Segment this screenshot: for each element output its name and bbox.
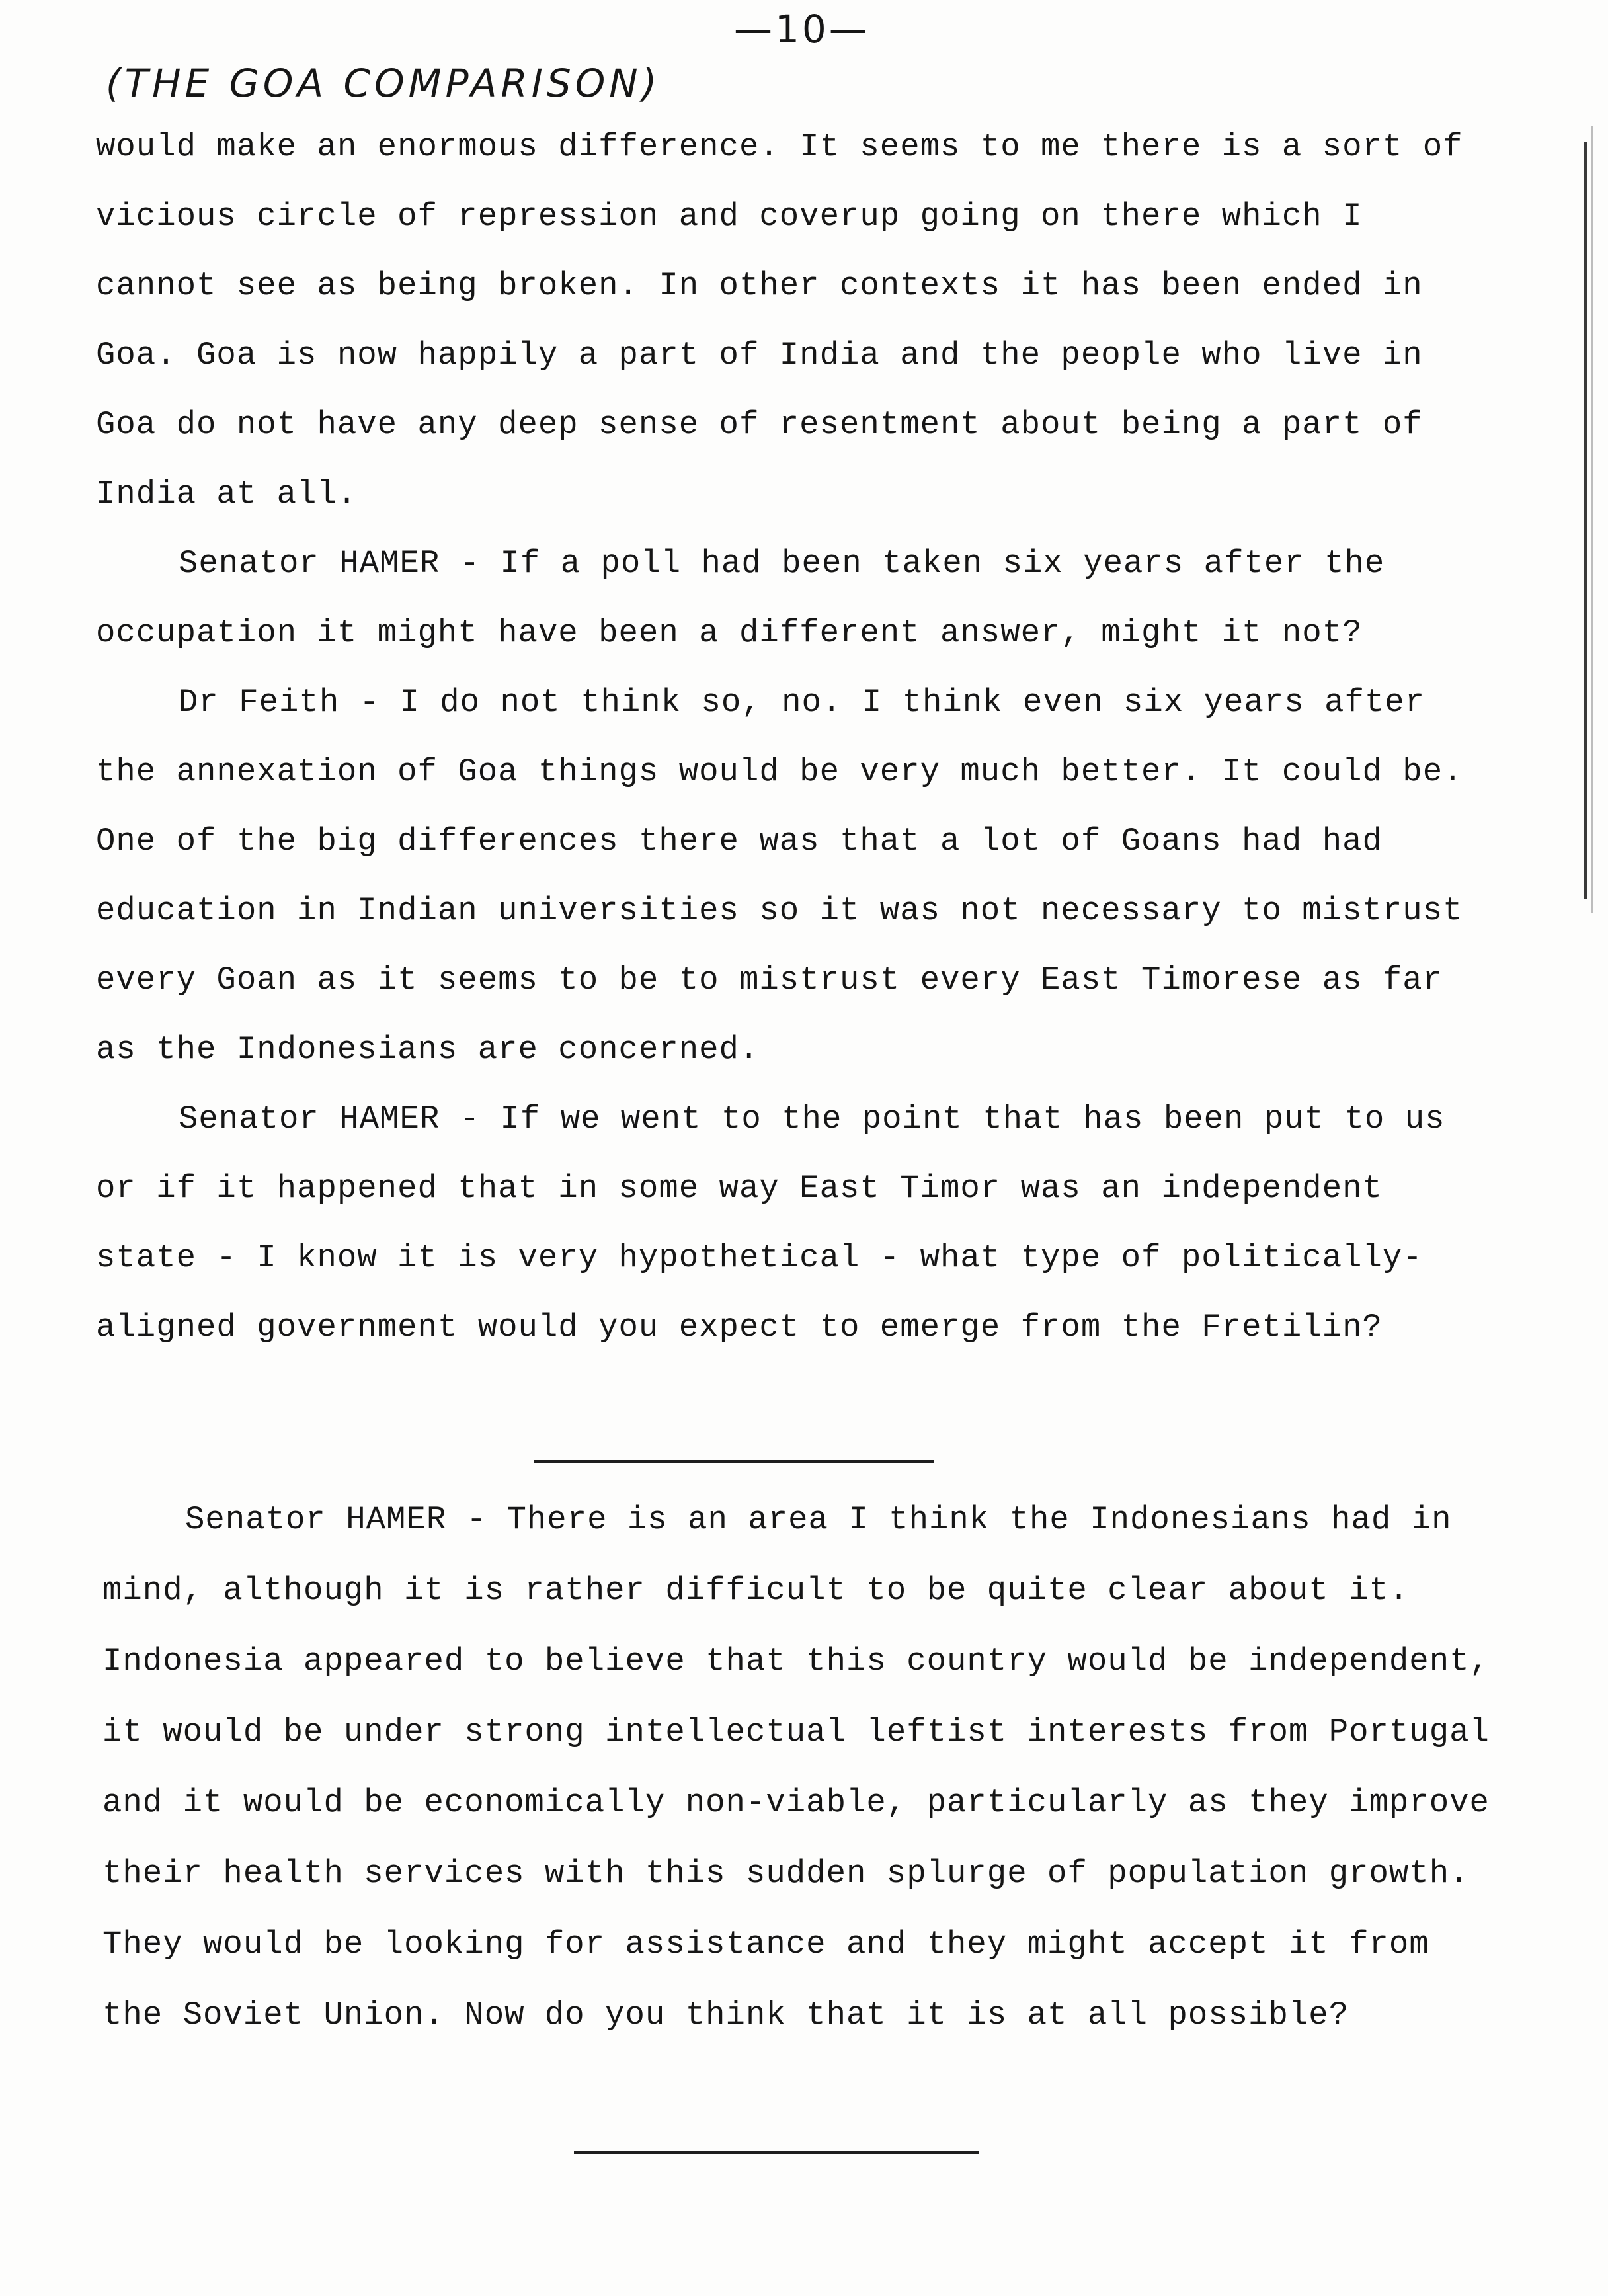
paragraph-senator-hamer-question: Senator HAMER - If a poll had been taken six years after the occupation it might have been a different answer, might it not?	[96, 545, 1385, 651]
paragraph-senator-hamer-soviet-question: Senator HAMER - There is an area I think the Indonesians had in mind, although it is rather difficult to be quite clear about it. Indonesia appeared to believe that this country would be independent, it would be under strong intellectual leftist interests from Portugal and it would be economically non-viable, particularly as they improve their health services with this sudden splurge of population growth. They would be looking for assistance and they might accept it from the Soviet Union. Now do you think that it is at all possible?	[102, 1501, 1490, 2033]
paragraph-dr-feith-answer: Dr Feith - I do not think so, no. I think even six years after the annexation of Goa things would be very much better. It could be. One of the big differences there was that a lot of Goans had had education in Indian universities so it was not necessary to mistrust every Goan as it seems to be to mistrust every East Timorese as far as the Indonesians are concerned.	[96, 684, 1463, 1068]
margin-marker-faint-line	[1591, 126, 1593, 913]
transcript-section-1	[96, 112, 1491, 1362]
section-divider	[534, 1460, 934, 1463]
page-number: —10—	[734, 7, 870, 52]
transcript-section-2	[102, 1485, 1498, 2051]
margin-marker-line	[1584, 142, 1587, 899]
paragraph-senator-hamer-hypothetical: Senator HAMER - If we went to the point that has been put to us or if it happened that in some way East Timor was an independent state - I know it is very hypothetical - what type of politically-aligned government would you expect to emerge from the Fretilin?	[96, 1100, 1445, 1346]
paragraph-continuation: would make an enormous difference. It seems to me there is a sort of vicious circle of repression and coverup going on there which I cannot see as being broken. In other contexts it has been ended in Goa. Goa is now happily a part of India and the people who live in Goa do not have any deep sense of resentment about being a part of India at all.	[96, 128, 1463, 512]
section-divider-bottom	[574, 2151, 979, 2154]
handwritten-heading: (THE GOA COMPARISON)	[106, 61, 661, 106]
